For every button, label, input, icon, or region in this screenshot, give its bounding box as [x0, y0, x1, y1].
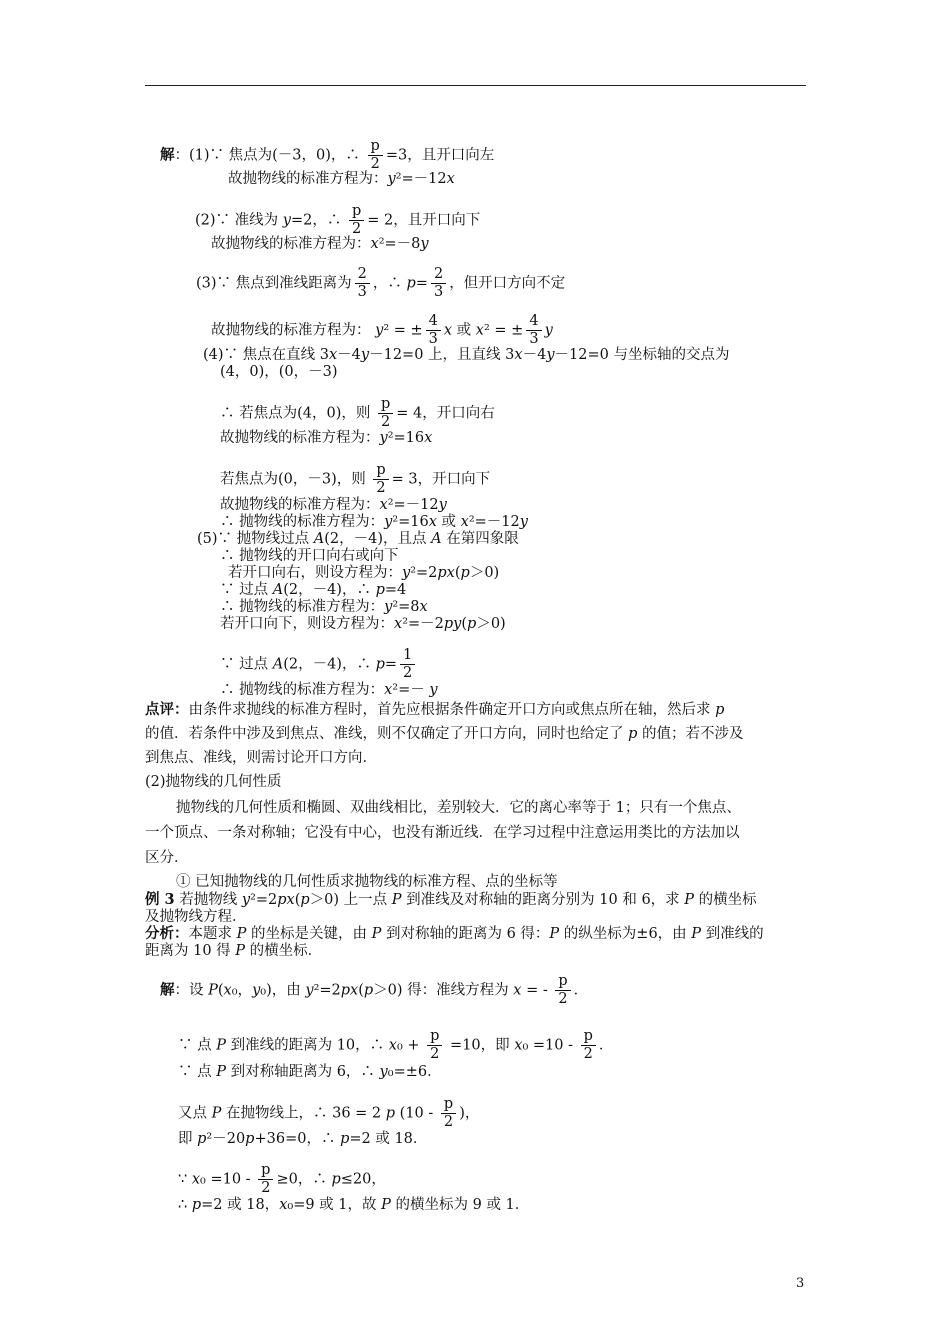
fraction	[431, 266, 446, 301]
math-variable: x	[384, 682, 393, 698]
fraction	[349, 203, 364, 238]
fraction-numerator: p	[368, 138, 383, 156]
text-line	[228, 170, 455, 188]
text-run: ∴ 抛物线的标准方程为：	[220, 514, 385, 530]
text-run: ²=2	[410, 565, 438, 581]
text-run: ．	[598, 1037, 614, 1054]
fraction	[441, 1096, 456, 1131]
math-variable: p	[375, 582, 385, 598]
math-variable: A	[272, 656, 284, 673]
text-line	[145, 891, 757, 909]
text-run: ：设	[174, 982, 209, 999]
math-variable: y	[402, 565, 411, 581]
math-variable: y	[282, 212, 291, 229]
fraction-denominator: 2	[558, 991, 568, 1007]
math-variable: py	[443, 616, 462, 632]
text-line	[220, 429, 432, 447]
text-run: ²－20	[206, 1131, 246, 1147]
fraction	[373, 462, 388, 497]
fraction	[581, 1028, 596, 1063]
math-variable: x	[513, 982, 522, 999]
text-run: =10，即	[445, 1037, 515, 1054]
text-line	[196, 266, 565, 301]
text-run: ₀ =10 -	[522, 1037, 578, 1054]
text-run: 到对称轴距离为 6，∴	[225, 1064, 380, 1080]
fraction-denominator: 2	[430, 1046, 440, 1062]
text-run: 若开口向右，则设方程为：	[228, 565, 402, 581]
text-line	[178, 1096, 479, 1131]
fraction	[426, 313, 441, 348]
math-variable: p	[300, 892, 310, 908]
math-variable: P	[691, 926, 702, 942]
math-variable: x	[446, 171, 455, 187]
fraction-denominator: 2	[261, 1180, 271, 1196]
math-variable: px	[437, 565, 455, 581]
text-run: 距离为 10 得	[145, 943, 236, 959]
math-variable: x	[379, 497, 388, 513]
text-run: ，但开口方向不定	[449, 275, 566, 292]
fraction	[258, 1162, 273, 1197]
fraction-numerator: p	[555, 973, 570, 991]
text-run: －12=0 与坐标轴的交点为	[554, 347, 730, 363]
math-variable: A	[272, 582, 284, 598]
text-run: (10 -	[395, 1105, 438, 1122]
math-variable: x	[475, 322, 484, 339]
text-run: =4	[384, 582, 407, 598]
text-run: 到准线及对称轴的距离分别为 10 和 6，求	[401, 892, 685, 908]
text-run: 的横坐标为 9 或 1．	[390, 1197, 530, 1213]
text-run: )，	[459, 1105, 480, 1122]
fraction	[555, 973, 570, 1008]
math-variable: x	[223, 982, 232, 999]
math-variable: px	[340, 982, 359, 999]
math-variable: x	[279, 1197, 288, 1213]
text-run: ＞0) 上一点	[309, 892, 392, 908]
text-run: (4)∵ 焦点在直线 3	[203, 347, 329, 363]
text-run: ＞0) 得：准线方程为	[373, 982, 514, 999]
math-variable: x	[424, 430, 433, 446]
text-run: (	[454, 565, 461, 581]
text-line	[145, 925, 764, 943]
fraction-numerator: p	[427, 1028, 442, 1046]
text-run: 抛物线的几何性质和椭圆、双曲线相比，差别较大．它的离心率等于 1；只有一个焦点、	[176, 800, 741, 816]
text-run: ²=16	[387, 430, 425, 446]
math-variable: y	[420, 236, 429, 252]
math-variable: P	[381, 1197, 391, 1213]
fraction-denominator: 3	[529, 331, 539, 347]
text-run: (2，－4)，且点	[324, 531, 432, 547]
math-variable: x	[460, 514, 469, 530]
header-rule	[145, 85, 806, 86]
text-run: 的值．若条件中涉及到焦点、准线，则不仅确定了开口方向，同时也给定了	[145, 726, 629, 742]
text-line	[178, 1196, 529, 1214]
text-run: ²=－12	[387, 497, 439, 513]
text-run: ²=16	[392, 514, 429, 530]
text-run: ² = ±	[383, 322, 423, 339]
fraction	[400, 647, 415, 682]
fraction-denominator: 2	[583, 1046, 593, 1062]
text-run: 故抛物线的标准方程为：	[228, 171, 388, 187]
math-variable: y	[438, 497, 447, 513]
text-run: = 2，且开口向下	[367, 212, 481, 229]
text-run: －12=0 上，且直线 3	[369, 347, 515, 363]
math-variable: px	[277, 892, 295, 908]
math-variable: p	[628, 726, 638, 742]
text-run: (	[294, 892, 301, 908]
text-line	[228, 564, 499, 582]
text-run: =2，∴	[290, 212, 346, 229]
fraction-denominator: 2	[443, 1114, 454, 1130]
math-variable: x	[514, 1037, 523, 1054]
math-variable: p	[245, 1131, 255, 1147]
label-bold: 解	[160, 981, 175, 999]
text-run: ²=8	[392, 599, 420, 615]
text-run: ²=－2	[402, 616, 444, 632]
text-run: 到焦点、准线，则需讨论开口方向．	[145, 750, 377, 766]
page-number: 3	[796, 1276, 805, 1291]
fraction-denominator: 3	[357, 284, 367, 300]
text-line	[160, 973, 588, 1008]
math-variable: x	[394, 616, 403, 632]
text-run: (2，－4)，∴	[283, 582, 376, 598]
math-variable: p	[340, 1131, 350, 1147]
text-line	[220, 396, 495, 431]
text-run: ₀=±6．	[387, 1064, 442, 1080]
math-variable: x	[428, 514, 437, 530]
math-variable: y	[375, 322, 384, 339]
text-run: ₀)，由	[260, 982, 306, 999]
text-run: (	[358, 982, 364, 999]
text-line	[220, 363, 338, 381]
text-run: =	[415, 275, 428, 292]
text-run: 或	[436, 514, 461, 530]
math-variable: x	[191, 1171, 201, 1188]
text-run: 到准线的距离为 10，∴	[225, 1037, 389, 1054]
math-variable: y	[544, 322, 553, 339]
text-line	[220, 647, 418, 682]
text-run: 故抛物线的标准方程为：	[220, 430, 380, 446]
text-line	[195, 203, 480, 238]
math-variable: P	[216, 1064, 226, 1080]
text-run: 由条件求抛线的标准方程时，首先应根据条件确定开口方向或焦点所在轴，然后求	[188, 702, 716, 718]
text-run: ∴ 抛物线的标准方程为：	[220, 599, 385, 615]
text-run: ²=－8	[378, 236, 421, 252]
text-line	[220, 598, 428, 616]
text-run: ²=－	[392, 682, 430, 698]
math-variable: p	[385, 1105, 396, 1122]
text-run: 若开口向下，则设方程为：	[220, 616, 394, 632]
math-variable: p	[191, 1197, 202, 1213]
label-bold: 点评：	[145, 701, 189, 718]
text-line	[145, 942, 322, 960]
fraction-denominator: 2	[370, 156, 380, 172]
text-run: (3)∵ 焦点到准线距离为	[196, 275, 352, 292]
text-run: (	[461, 616, 468, 632]
text-line	[220, 615, 506, 633]
math-variable: P	[236, 926, 247, 942]
fraction-denominator: 2	[381, 414, 391, 430]
fraction-numerator: 4	[526, 313, 541, 331]
fraction	[378, 396, 393, 431]
math-variable: p	[375, 656, 385, 673]
text-run: ² = ±	[483, 322, 524, 339]
math-variable: p	[467, 616, 477, 632]
text-run: 故抛物线的标准方程为：	[220, 497, 380, 513]
text-line	[145, 749, 377, 767]
text-run: (2，－4)，∴	[283, 656, 376, 673]
text-run: ²=2	[250, 892, 278, 908]
text-run: ²=－12	[395, 171, 447, 187]
text-run: ∵	[178, 1171, 192, 1188]
text-run: ① 已知抛物线的几何性质求抛物线的标准方程、点的坐标等	[176, 874, 558, 890]
text-line	[176, 873, 558, 891]
text-run: ₀ =10 -	[200, 1171, 256, 1188]
text-run: =	[384, 656, 398, 673]
math-variable: P	[211, 1105, 222, 1122]
fraction-denominator: 2	[403, 665, 413, 681]
fraction-denominator: 3	[433, 284, 444, 300]
fraction-numerator: p	[258, 1162, 273, 1180]
math-variable: p	[460, 565, 470, 581]
text-run: ²=－12	[468, 514, 520, 530]
math-variable: P	[391, 892, 402, 908]
math-variable: P	[216, 1037, 226, 1054]
text-line	[178, 1063, 442, 1081]
text-run: (	[217, 982, 224, 999]
text-run: ∴ 抛物线的开口向右或向下	[220, 548, 399, 564]
text-run: ＞0)	[469, 565, 500, 581]
text-run: ₀ +	[396, 1037, 425, 1054]
fraction-denominator: 2	[376, 480, 386, 496]
text-line	[145, 849, 189, 867]
text-run: 又点	[178, 1105, 212, 1122]
math-variable: y	[379, 1064, 388, 1080]
fraction	[427, 1028, 442, 1063]
math-variable: y	[241, 892, 251, 908]
text-run: 及抛物线方程．	[145, 909, 247, 925]
text-run: = 4，开口向右	[396, 405, 495, 422]
math-variable: x	[370, 236, 379, 252]
text-run: =2 或 18．	[349, 1131, 428, 1147]
text-run: 在第四象限	[441, 531, 519, 547]
text-run: ₀=9 或 1，故	[287, 1197, 382, 1213]
text-run: 到对称轴的距离为 6 得：	[381, 926, 550, 942]
text-line	[220, 513, 528, 531]
text-run: 到准线的	[701, 926, 764, 942]
fraction-numerator: p	[378, 396, 393, 414]
label-bold: 例 3	[145, 891, 175, 908]
text-line	[178, 1162, 386, 1197]
text-run: 或	[452, 322, 476, 339]
text-line	[178, 1130, 427, 1148]
text-run: 故抛物线的标准方程为：	[211, 322, 376, 339]
text-run: (2)抛物线的几何性质	[145, 774, 282, 790]
text-line	[211, 235, 429, 253]
math-variable: y	[384, 599, 393, 615]
text-run: ∵ 点	[178, 1064, 217, 1080]
fraction-numerator: 2	[431, 266, 446, 284]
text-line	[220, 462, 490, 497]
math-variable: y	[379, 430, 388, 446]
text-run: ＞0)	[476, 616, 506, 632]
text-run: 的值；若不涉及	[637, 726, 744, 742]
math-variable: y	[519, 514, 528, 530]
text-run: ₀，	[231, 982, 253, 999]
math-variable: P	[371, 926, 382, 942]
text-run: 若抛物线	[174, 892, 242, 908]
math-variable: P	[684, 892, 695, 908]
math-variable: x	[419, 599, 428, 615]
text-line	[145, 908, 247, 926]
text-run: 的坐标是关键，由	[246, 926, 372, 942]
text-run: (4，0)，(0，－3)	[220, 364, 338, 380]
fraction-numerator: p	[349, 203, 364, 221]
fraction-numerator: 2	[355, 266, 370, 284]
text-run: 故抛物线的标准方程为：	[211, 236, 371, 252]
text-run: ∴ 抛物线的标准方程为：	[220, 682, 385, 698]
math-variable: P	[235, 943, 246, 959]
math-variable: y	[305, 982, 314, 999]
text-line	[211, 313, 553, 348]
text-run: ∴ 若焦点为(4，0)，则	[220, 405, 375, 422]
math-variable: p	[715, 702, 725, 718]
math-variable: A	[313, 531, 325, 547]
text-line	[220, 547, 399, 565]
text-line	[203, 346, 729, 364]
text-line	[145, 824, 740, 842]
math-variable: p	[363, 982, 374, 999]
text-line	[220, 496, 447, 514]
fraction	[355, 266, 370, 301]
fraction-numerator: 1	[400, 647, 415, 665]
text-run: ≤20，	[340, 1171, 386, 1188]
text-line	[220, 581, 406, 599]
fraction-denominator: 3	[428, 331, 438, 347]
text-run: ∵ 点	[178, 1037, 217, 1054]
text-run: =3，且开口向左	[385, 147, 495, 164]
text-run: = 3，开口向下	[391, 471, 491, 488]
text-run: ∵ 过点	[220, 582, 273, 598]
fraction-numerator: p	[441, 1096, 456, 1114]
label-bold: 解	[160, 146, 175, 164]
text-run: －4	[337, 347, 361, 363]
text-run: 本题求	[188, 926, 237, 942]
text-run: 在抛物线上，∴ 36 = 2	[221, 1105, 386, 1122]
text-line	[220, 681, 438, 699]
text-run: 的纵坐标为±6，由	[559, 926, 692, 942]
math-variable: p	[406, 275, 416, 292]
text-run: ∵ 过点	[220, 656, 273, 673]
text-line	[145, 773, 282, 791]
math-variable: x	[328, 347, 338, 363]
math-variable: x	[443, 322, 453, 339]
math-variable: y	[252, 982, 261, 999]
text-run: －4	[522, 347, 547, 363]
label-bold: 分析：	[145, 925, 189, 942]
text-run: 区分．	[145, 850, 189, 866]
text-run: ：(1)∵ 焦点为(－3，0)，∴	[174, 147, 365, 164]
math-variable: y	[360, 347, 370, 363]
text-run: ≥0，∴	[276, 1171, 332, 1188]
text-line	[176, 799, 741, 817]
math-variable: y	[546, 347, 555, 363]
text-run: 一个顶点、一条对称轴；它没有中心，也没有渐近线．在学习过程中注意运用类比的方法加以	[145, 825, 740, 841]
math-variable: y	[387, 171, 396, 187]
math-variable: A	[431, 531, 442, 547]
math-variable: P	[208, 982, 218, 999]
text-line	[197, 530, 519, 548]
math-variable: p	[197, 1131, 207, 1147]
text-run: 的横坐标	[694, 892, 757, 908]
math-variable: y	[429, 682, 438, 698]
text-run: +36=0，∴	[254, 1131, 341, 1147]
math-variable: P	[549, 926, 560, 942]
text-run: ．	[573, 982, 589, 999]
text-run: = -	[521, 982, 553, 999]
text-run: 若焦点为(0，－3)，则	[220, 471, 371, 488]
text-run: (2)∵ 准线为	[195, 212, 283, 229]
text-run: ∴	[178, 1197, 192, 1213]
fraction-denominator: 2	[351, 221, 362, 237]
fraction-numerator: 4	[426, 313, 441, 331]
fraction-numerator: p	[373, 462, 388, 480]
text-line	[160, 138, 494, 173]
text-run: ²=2	[313, 982, 341, 999]
text-run: (5)∵ 抛物线过点	[197, 531, 314, 547]
text-run: =2 或 18，	[201, 1197, 280, 1213]
text-run: ，∴	[372, 275, 407, 292]
fraction-numerator: p	[581, 1028, 596, 1046]
text-line	[145, 701, 724, 719]
text-run: 即	[178, 1131, 198, 1147]
text-line	[178, 1028, 613, 1063]
fraction	[526, 313, 541, 348]
fraction	[368, 138, 383, 173]
text-run: 的横坐标．	[245, 943, 323, 959]
text-line	[145, 725, 744, 743]
math-variable: x	[514, 347, 523, 363]
math-variable: x	[388, 1037, 397, 1054]
math-variable: y	[384, 514, 393, 530]
math-variable: p	[331, 1171, 341, 1188]
